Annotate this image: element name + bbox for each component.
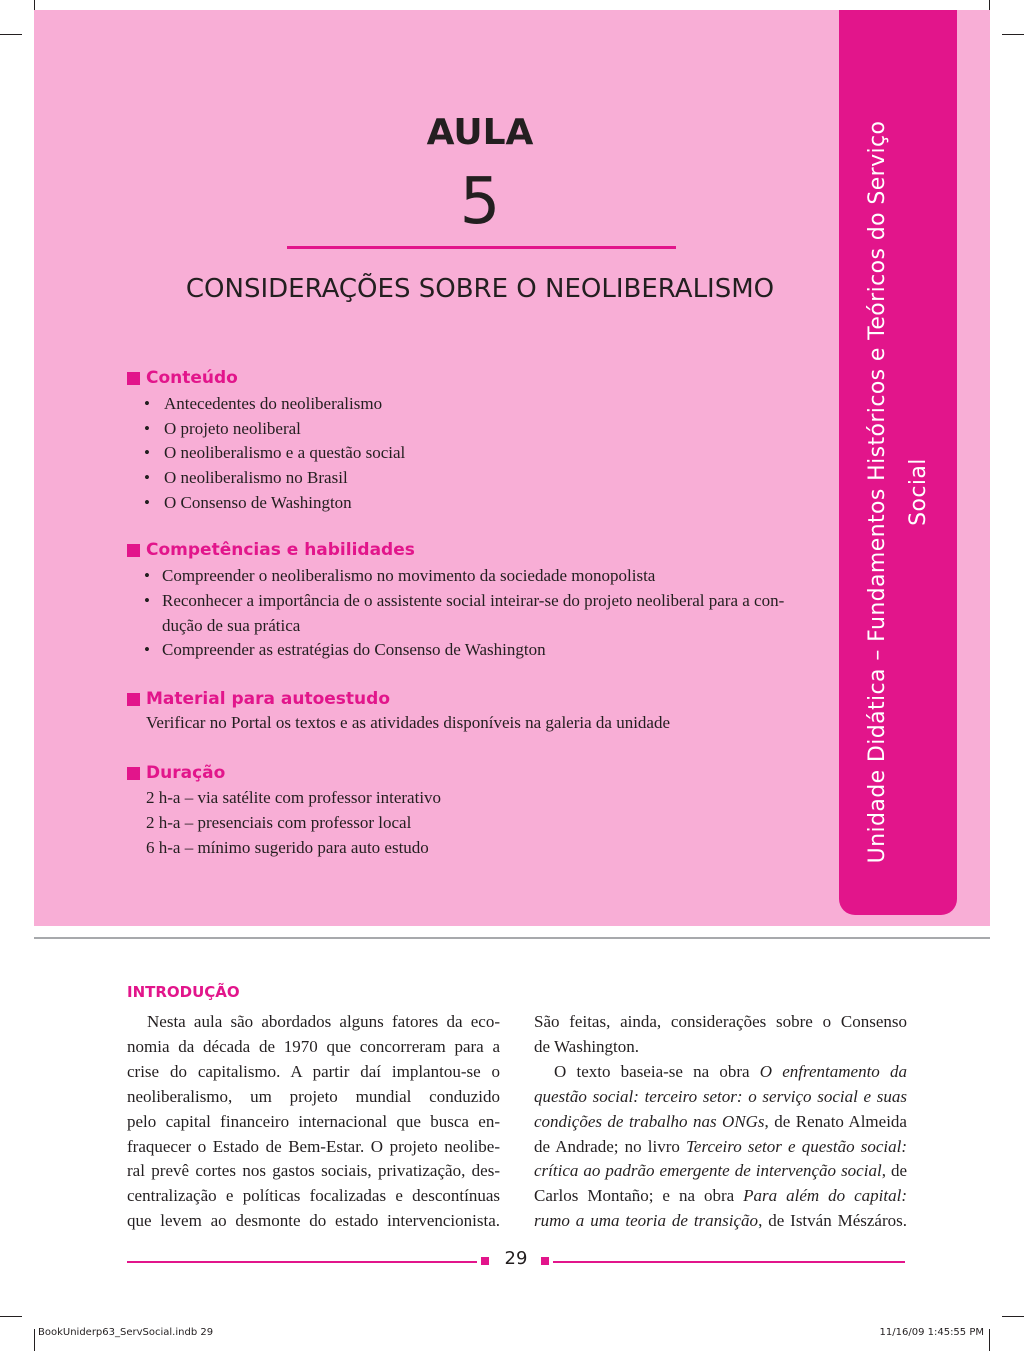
unit-side-title: [857, 92, 939, 892]
intro-right-column: São feitas, ainda, considerações sobre o Consenso de Washington. O texto baseia-se na obra O enfrentamento da questão social: terceiro setor: o serviço social e suas condições de trabalho nas ONGs, de Renato Almeida de Andrade; no livro Terceiro setor e questão social: crítica ao padrão emergente de intervenção social, de Carlos Montaño; e na obra Para além do capital: rumo a uma teoria de transição, de István Mészáros.: [534, 1012, 908, 1231]
list-item: • Reconhecer a importância de o assistente social inteirar-se do projeto neoliberal para a con-: [144, 591, 785, 610]
section-heading-label: Competências e habilidades: [146, 540, 415, 560]
crop-mark: [1002, 34, 1024, 35]
section-heading-label: Conteúdo: [146, 368, 238, 388]
bullet-icon: •: [144, 419, 150, 438]
intro-heading: INTRODUÇÃO: [127, 983, 240, 1001]
list-item: • Compreender as estratégias do Consenso de Washington: [144, 640, 546, 659]
material-text: Verificar no Portal os textos e as atividades disponíveis na galeria da unidade: [146, 713, 671, 732]
crop-mark: [0, 34, 22, 35]
section-heading-conteudo: [127, 368, 238, 388]
footer-square-icon: [541, 1257, 549, 1265]
section-heading-material: [127, 689, 390, 709]
bullet-icon: •: [144, 591, 150, 610]
square-bullet-icon: [127, 372, 140, 385]
section-heading-competencias: [127, 540, 415, 560]
page-number: 29: [504, 1248, 528, 1269]
bullet-icon: •: [144, 443, 150, 462]
duration-item: 2 h-a – presenciais com professor local: [146, 813, 412, 832]
page-title: CONSIDERAÇÕES SOBRE O NEOLIBERALISMO: [185, 274, 775, 304]
duration-item: 6 h-a – mínimo sugerido para auto estudo: [146, 838, 429, 857]
bullet-icon: •: [144, 394, 150, 413]
title-divider: [287, 246, 676, 249]
section-heading-duracao: [127, 763, 225, 783]
crop-mark: [1002, 1316, 1024, 1317]
lesson-number: 5: [459, 165, 501, 239]
list-item: • Compreender o neoliberalismo no movimento da sociedade monopolista: [144, 566, 656, 585]
footer-rule-right: [553, 1261, 905, 1263]
list-item: • O projeto neoliberal: [144, 419, 301, 438]
section-heading-label: Duração: [146, 763, 226, 783]
crop-mark: [0, 1316, 22, 1317]
bullet-icon: •: [144, 468, 150, 487]
bullet-icon: •: [144, 640, 150, 659]
square-bullet-icon: [127, 693, 140, 706]
list-item: • Antecedentes do neoliberalismo: [144, 394, 383, 413]
print-slug-file: BookUniderp63_ServSocial.indb 29: [38, 1327, 214, 1338]
duration-item: 2 h-a – via satélite com professor interativo: [146, 788, 442, 807]
unit-side-title-line2: Social: [906, 458, 931, 526]
list-item: • O neoliberalismo no Brasil: [144, 468, 348, 487]
lesson-label: AULA: [426, 112, 534, 153]
list-item: • O neoliberalismo e a questão social: [144, 443, 406, 462]
section-heading-label: Material para autoestudo: [146, 689, 390, 709]
square-bullet-icon: [127, 767, 140, 780]
list-item-continuation: dução de sua prática: [162, 616, 301, 635]
print-slug-date: 11/16/09 1:45:55 PM: [879, 1327, 984, 1338]
list-item: • O Consenso de Washington: [144, 493, 352, 512]
intro-left-column: Nesta aula são abordados alguns fatores da eco- nomia da década de 1970 que concorreram para a crise do capitalismo. A partir daí implantou-se o neoliberalismo, um projeto mundial conduzido pelo capital financeiro internacional que busca en- fraquecer o Estado de Bem-Estar. O projeto neolibe- ral prevê cortes nos gastos sociais, privatização, des- centralização e políticas focalizadas e descontínuas que levem ao desmonte do estado intervencionista.: [127, 1012, 500, 1231]
unit-side-title-line1: Unidade Didática – Fundamentos Históricos e Teóricos do Serviço: [865, 120, 890, 864]
bullet-icon: •: [144, 493, 150, 512]
footer-rule-left: [127, 1261, 477, 1263]
square-bullet-icon: [127, 544, 140, 557]
crop-mark: [989, 1329, 990, 1351]
crop-mark: [34, 1329, 35, 1351]
bullet-icon: •: [144, 566, 150, 585]
section-divider: [34, 937, 990, 939]
footer-square-icon: [481, 1257, 489, 1265]
